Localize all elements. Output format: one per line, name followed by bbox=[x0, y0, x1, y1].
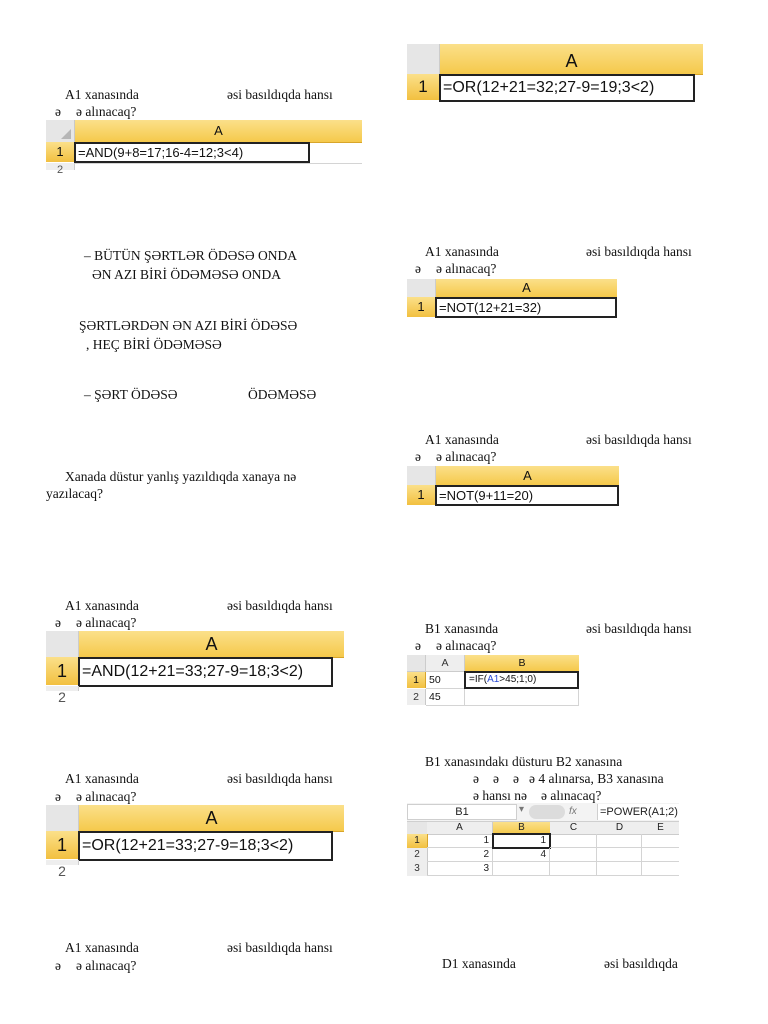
cell-b2[interactable]: 4 bbox=[493, 848, 550, 862]
if-definition-b: ÖDƏMƏSƏ bbox=[248, 387, 317, 402]
row-header-1[interactable]: 1 bbox=[407, 297, 436, 317]
cell-b1[interactable]: =IF(A1>45;1;0) bbox=[464, 671, 579, 689]
name-box[interactable]: B1 bbox=[407, 804, 517, 820]
error-question-line-2: yazılacaq? bbox=[46, 486, 103, 501]
if-definition-a: – ŞƏRT ÖDƏSƏ bbox=[84, 387, 178, 402]
column-header-a[interactable]: A bbox=[427, 822, 493, 835]
cell-d1[interactable] bbox=[597, 834, 642, 848]
cell-b1[interactable]: 1 bbox=[492, 833, 551, 849]
cell-a1[interactable]: =NOT(12+21=32) bbox=[435, 297, 617, 318]
select-all-corner[interactable] bbox=[407, 655, 426, 672]
column-header-a[interactable]: A bbox=[440, 44, 703, 75]
excel-snippet-and-1 bbox=[46, 120, 362, 176]
cell-a3[interactable]: 3 bbox=[427, 862, 493, 876]
formula-input[interactable]: =POWER(A1;2) bbox=[597, 804, 679, 820]
question-1-line-2a: ə bbox=[55, 104, 61, 119]
or-definition-2: , HEÇ BİRİ ÖDƏMƏSƏ bbox=[86, 337, 222, 352]
r-question-3-line-2b: ə alınacaq? bbox=[436, 638, 497, 653]
cell-a1[interactable]: =AND(12+21=33;27-9=18;3<2) bbox=[78, 657, 333, 687]
r-question-4-line-3b: ə alınacaq? bbox=[541, 788, 602, 803]
select-all-corner[interactable] bbox=[46, 805, 79, 831]
r-question-1-line-1b: əsi basıldıqda hansı bbox=[586, 244, 692, 259]
r-question-2-line-1b: əsi basıldıqda hansı bbox=[586, 432, 692, 447]
row-header-1[interactable]: 1 bbox=[46, 142, 75, 162]
select-all-corner[interactable] bbox=[407, 279, 436, 297]
question-2-line-1b: əsi basıldıqda hansı bbox=[227, 598, 333, 613]
row-header-1[interactable]: 1 bbox=[407, 672, 426, 688]
or-definition: ŞƏRTLƏRDƏN ƏN AZI BİRİ ÖDƏSƏ bbox=[79, 318, 298, 333]
column-header-a[interactable]: A bbox=[436, 466, 619, 486]
r-question-3-line-1a: B1 xanasında bbox=[425, 621, 499, 636]
row-header-1[interactable]: 1 bbox=[407, 834, 428, 848]
column-header-e[interactable]: E bbox=[642, 822, 679, 835]
question-4-line-1b: əsi basıldıqda hansı bbox=[227, 940, 333, 955]
cell-a2[interactable]: 45 bbox=[426, 689, 465, 706]
row-header-1[interactable]: 1 bbox=[46, 831, 79, 859]
cell-c2[interactable] bbox=[550, 848, 597, 862]
column-header-a[interactable]: A bbox=[79, 631, 344, 658]
cell-e2[interactable] bbox=[642, 848, 679, 862]
excel-snippet-if bbox=[407, 655, 579, 707]
excel-snippet-or-top bbox=[407, 44, 703, 100]
row-header-2[interactable]: 2 bbox=[46, 163, 75, 170]
r-question-1-line-2a: ə bbox=[415, 261, 421, 276]
r-question-2-line-2b: ə alınacaq? bbox=[436, 449, 497, 464]
cell-d3[interactable] bbox=[597, 862, 642, 876]
question-2-line-2a: ə bbox=[55, 615, 61, 630]
question-3-line-1b: əsi basıldıqda hansı bbox=[227, 771, 333, 786]
cell-a1[interactable]: =NOT(9+11=20) bbox=[435, 485, 619, 506]
column-header-a[interactable]: A bbox=[79, 805, 344, 832]
cell-a1[interactable]: 1 bbox=[427, 834, 493, 848]
fx-icon[interactable]: fx bbox=[569, 806, 577, 817]
select-all-corner[interactable] bbox=[407, 466, 436, 485]
and-definition: – BÜTÜN ŞƏRTLƏR ÖDƏSƏ ONDA bbox=[84, 248, 297, 263]
r-question-4-line-2d: ə 4 alınarsa, B3 xanasına bbox=[529, 771, 664, 786]
r-question-4-line-3a: ə hansı nə bbox=[473, 788, 527, 803]
row-header-2[interactable]: 2 bbox=[407, 848, 428, 862]
column-header-d[interactable]: D bbox=[597, 822, 643, 835]
question-1-line-1a: A1 xanasında bbox=[65, 87, 139, 102]
question-4-line-1a: A1 xanasında bbox=[65, 940, 139, 955]
cell-a1[interactable]: =OR(12+21=33;27-9=18;3<2) bbox=[78, 831, 333, 861]
column-header-a[interactable]: A bbox=[436, 279, 617, 298]
question-4-line-2a: ə bbox=[55, 958, 61, 973]
question-3-line-1a: A1 xanasında bbox=[65, 771, 139, 786]
select-all-corner[interactable] bbox=[407, 44, 440, 74]
column-header-b[interactable]: B bbox=[493, 822, 550, 835]
r-question-2-line-1a: A1 xanasında bbox=[425, 432, 499, 447]
excel-snippet-or bbox=[46, 805, 344, 879]
row-header-2[interactable]: 2 bbox=[407, 689, 426, 705]
cell-a1[interactable]: 50 bbox=[426, 672, 465, 689]
column-header-a[interactable]: A bbox=[75, 120, 362, 143]
question-1-line-1b: əsi basıldıqda hansı bbox=[227, 87, 333, 102]
question-1-line-2b: ə alınacaq? bbox=[76, 104, 137, 119]
r-question-4-line-2a: ə bbox=[473, 771, 479, 786]
row-header-1[interactable]: 1 bbox=[407, 485, 436, 505]
cell-c1[interactable] bbox=[550, 834, 597, 848]
formula-bar-buttons[interactable] bbox=[529, 805, 565, 819]
cell-b3[interactable] bbox=[493, 862, 550, 876]
r-question-5-line-1b: əsi basıldıqda bbox=[604, 956, 678, 971]
r-question-5-line-1a: D1 xanasında bbox=[442, 956, 516, 971]
r-question-4-line-2c: ə bbox=[513, 771, 519, 786]
select-all-corner[interactable] bbox=[46, 120, 75, 142]
r-question-3-line-2a: ə bbox=[415, 638, 421, 653]
row-header-1[interactable]: 1 bbox=[46, 657, 79, 685]
error-question-line-1: Xanada düstur yanlış yazıldıqda xanaya nə bbox=[65, 469, 297, 484]
excel-snippet-not-2 bbox=[407, 466, 619, 510]
r-question-3-line-1b: əsi basıldıqda hansı bbox=[586, 621, 692, 636]
cell-b2[interactable] bbox=[465, 689, 579, 706]
row-header-2[interactable]: 2 bbox=[46, 686, 79, 691]
excel-snippet-not-1 bbox=[407, 279, 617, 319]
r-question-1-line-1a: A1 xanasında bbox=[425, 244, 499, 259]
row-header-2[interactable]: 2 bbox=[46, 860, 79, 865]
question-4-line-2b: ə alınacaq? bbox=[76, 958, 137, 973]
cell-e3[interactable] bbox=[642, 862, 679, 876]
cell-c3[interactable] bbox=[550, 862, 597, 876]
cell-e1[interactable] bbox=[642, 834, 679, 848]
name-box-dropdown-icon[interactable]: ▾ bbox=[519, 804, 525, 815]
column-header-a[interactable]: A bbox=[426, 655, 465, 672]
excel-snippet-power bbox=[407, 803, 679, 877]
r-question-2-line-2a: ə bbox=[415, 449, 421, 464]
select-all-corner[interactable] bbox=[46, 631, 79, 657]
and-definition-2: ƏN AZI BİRİ ÖDƏMƏSƏ ONDA bbox=[92, 267, 281, 282]
column-header-b[interactable]: B bbox=[465, 655, 579, 672]
cell-a2[interactable]: 2 bbox=[427, 848, 493, 862]
question-3-line-2b: ə alınacaq? bbox=[76, 789, 137, 804]
r-question-1-line-2b: ə alınacaq? bbox=[436, 261, 497, 276]
question-3-line-2a: ə bbox=[55, 789, 61, 804]
r-question-4-line-1: B1 xanasındakı düsturu B2 xanasına bbox=[425, 754, 623, 769]
question-2-line-2b: ə alınacaq? bbox=[76, 615, 137, 630]
cell-d2[interactable] bbox=[597, 848, 642, 862]
row-header-3[interactable]: 3 bbox=[407, 862, 428, 876]
row-header-1[interactable]: 1 bbox=[407, 74, 440, 100]
r-question-4-line-2b: ə bbox=[493, 771, 499, 786]
column-header-c[interactable]: C bbox=[550, 822, 598, 835]
cell-a1[interactable]: =OR(12+21=32;27-9=19;3<2) bbox=[439, 74, 695, 102]
cell-a1[interactable]: =AND(9+8=17;16-4=12;3<4) bbox=[74, 142, 310, 163]
question-2-line-1a: A1 xanasında bbox=[65, 598, 139, 613]
excel-snippet-and-2 bbox=[46, 631, 344, 705]
